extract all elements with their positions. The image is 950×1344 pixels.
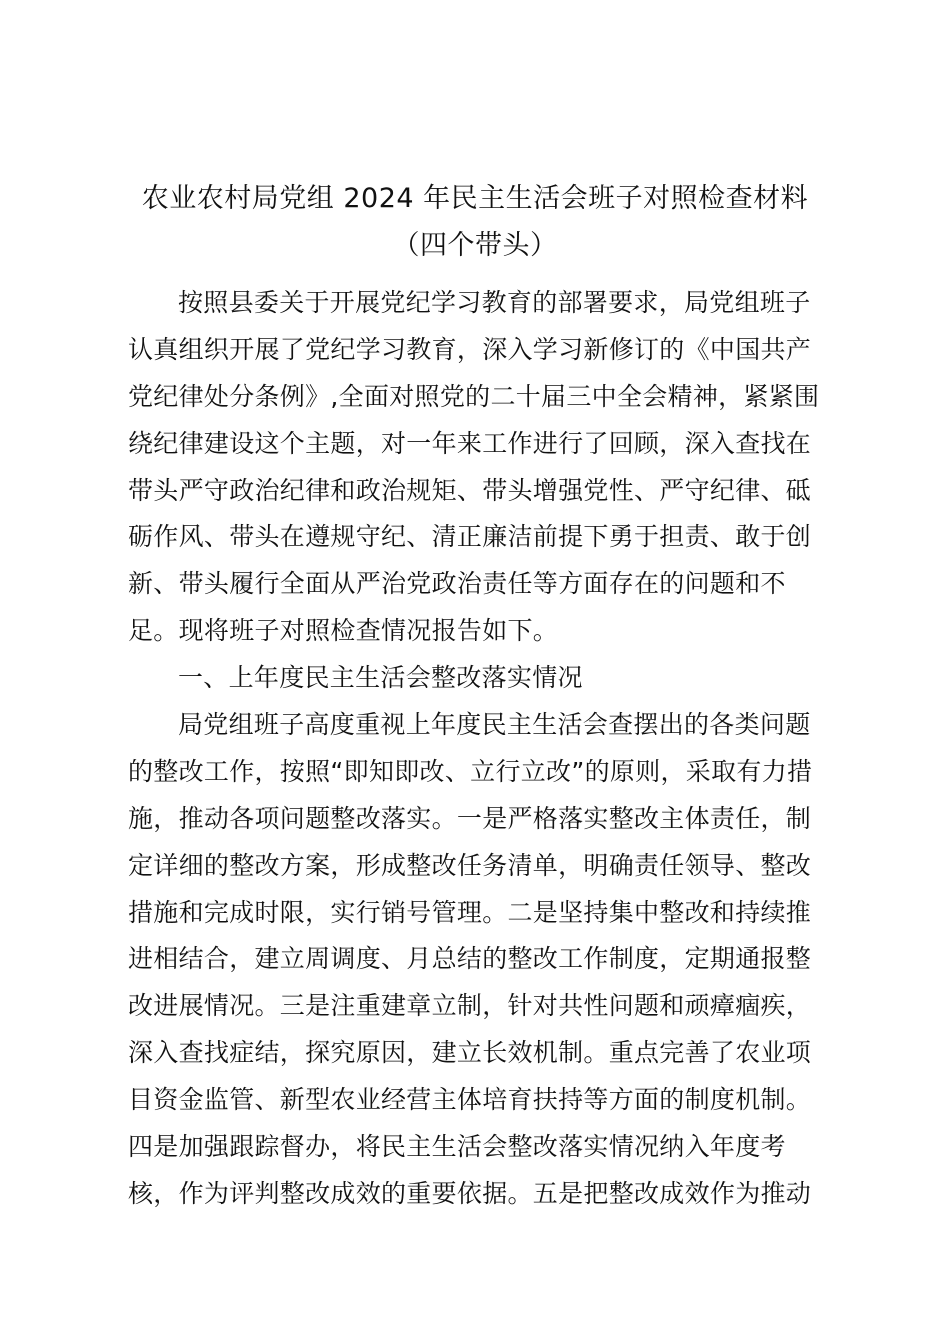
paragraph-line: 核，作为评判整改成效的重要依据。五是把整改成效作为推动 (128, 1178, 812, 1208)
paragraph-line: 绕纪律建设这个主题，对一年来工作进行了回顾，深入查找在 (128, 428, 812, 458)
paragraph-line: 足。现将班子对照检查情况报告如下。 (128, 616, 559, 646)
document-body (128, 280, 828, 1218)
paragraph-line: 新、带头履行全面从严治党政治责任等方面存在的问题和不 (128, 569, 786, 599)
paragraph-line: 措施和完成时限，实行销号管理。二是坚持集中整改和持续推 (128, 897, 812, 927)
paragraph-line: 认真组织开展了党纪学习教育，深入学习新修订的《中国共产 (128, 334, 812, 364)
paragraph-line: 施，推动各项问题整改落实。一是严格落实整改主体责任，制 (128, 803, 812, 833)
paragraph-line: 四是加强跟踪督办，将民主生活会整改落实情况纳入年度考 (128, 1132, 786, 1162)
paragraph-line: 局党组班子高度重视上年度民主生活会查摆出的各类问题 (178, 710, 811, 740)
paragraph-line: 砺作风、带头在遵规守纪、清正廉洁前提下勇于担责、敢于创 (128, 522, 812, 552)
section-heading: 一、上年度民主生活会整改落实情况 (178, 663, 583, 693)
document-title: 农业农村局党组 2024 年民主生活会班子对照检查材料 (141, 183, 809, 214)
paragraph-line: 目资金监管、新型农业经营主体培育扶持等方面的制度机制。 (128, 1085, 812, 1115)
paragraph-line: 按照县委关于开展党纪学习教育的部署要求，局党组班子 (178, 288, 811, 317)
document-subtitle: （四个带头） (392, 230, 558, 261)
paragraph-line: 改进展情况。三是注重建章立制，针对共性问题和顽瘴痼疾， (128, 991, 812, 1021)
paragraph-line: 进相结合，建立周调度、月总结的整改工作制度，定期通报整 (128, 944, 812, 974)
paragraph-line: 深入查找症结，探究原因，建立长效机制。重点完善了农业项 (128, 1038, 812, 1068)
paragraph-line: 定详细的整改方案，形成整改任务清单，明确责任领导、整改 (128, 850, 812, 880)
paragraph-line: 带头严守政治纪律和政治规矩、带头增强党性、严守纪律、砥 (128, 475, 812, 505)
paragraph-line: 的整改工作，按照“即知即改、立行立改”的原则，采取有力措 (128, 756, 813, 786)
paragraph-line: 党纪律处分条例》,全面对照党的二十届三中全会精神，紧紧围 (128, 381, 820, 411)
